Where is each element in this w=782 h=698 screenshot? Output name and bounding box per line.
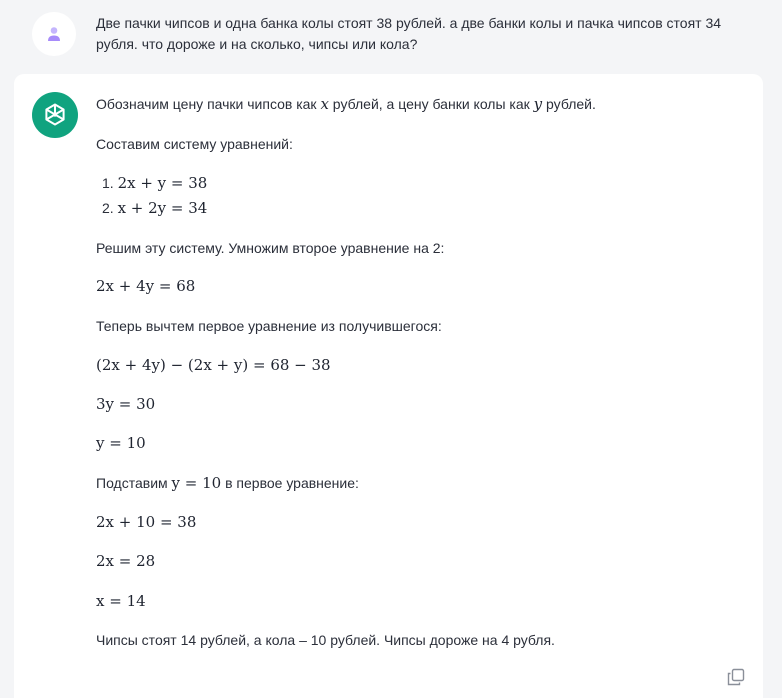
intro-text-a: Обозначим цену пачки чипсов как <box>96 96 321 112</box>
user-message-text: Две пачки чипсов и одна банка колы стоят 38 рублей. а две банки колы и пачка чипсов стоят 34 рубля. что дороже и на сколько, чипсы или кола? <box>96 15 722 52</box>
conclusion-text: Чипсы стоят 14 рублей, а кола – 10 рублей. Чипсы дороже на 4 рубля. <box>96 632 555 648</box>
var-y: y <box>533 95 543 113</box>
user-avatar <box>32 12 76 56</box>
eq-multiplied: 2x + 4y = 68 <box>96 277 196 295</box>
intro-line <box>96 95 596 113</box>
equation-item-2 <box>102 199 207 217</box>
equation-expr: x + 2y = 34 <box>117 199 208 217</box>
substitute-line <box>96 474 359 492</box>
eq-3y: 3y = 30 <box>96 395 156 413</box>
solve-label: Решим эту систему. Умножим второе уравнение на 2: <box>96 240 445 256</box>
equation-expr: 2x + y = 38 <box>117 174 208 192</box>
equation-number: 1. <box>102 175 114 191</box>
var-x: x <box>320 95 329 113</box>
eq-x: x = 14 <box>96 592 146 610</box>
equation-item-1 <box>102 174 207 192</box>
intro-text-b: рублей, а цену банки колы как <box>328 96 534 112</box>
eq-sub1: 2x + 10 = 38 <box>96 513 197 531</box>
eq-y: y = 10 <box>96 434 146 452</box>
assistant-message-card <box>14 74 763 698</box>
substitute-text-b: в первое уравнение: <box>221 475 359 491</box>
equation-number: 2. <box>102 200 114 216</box>
intro-text-c: рублей. <box>542 96 596 112</box>
eq-subtract: (2x + 4y) − (2x + y) = 68 − 38 <box>96 356 331 374</box>
substitute-math: y = 10 <box>171 474 222 492</box>
copy-button[interactable] <box>727 668 745 686</box>
openai-logo-icon <box>40 100 70 130</box>
copy-icon <box>727 668 745 686</box>
user-icon <box>46 25 62 43</box>
substitute-text-a: Подставим <box>96 475 172 491</box>
subtract-label: Теперь вычтем первое уравнение из получившегося: <box>96 318 442 334</box>
system-label: Составим систему уравнений: <box>96 136 293 152</box>
eq-sub2: 2x = 28 <box>96 552 156 570</box>
user-message-row <box>0 0 782 72</box>
assistant-avatar <box>32 92 78 138</box>
